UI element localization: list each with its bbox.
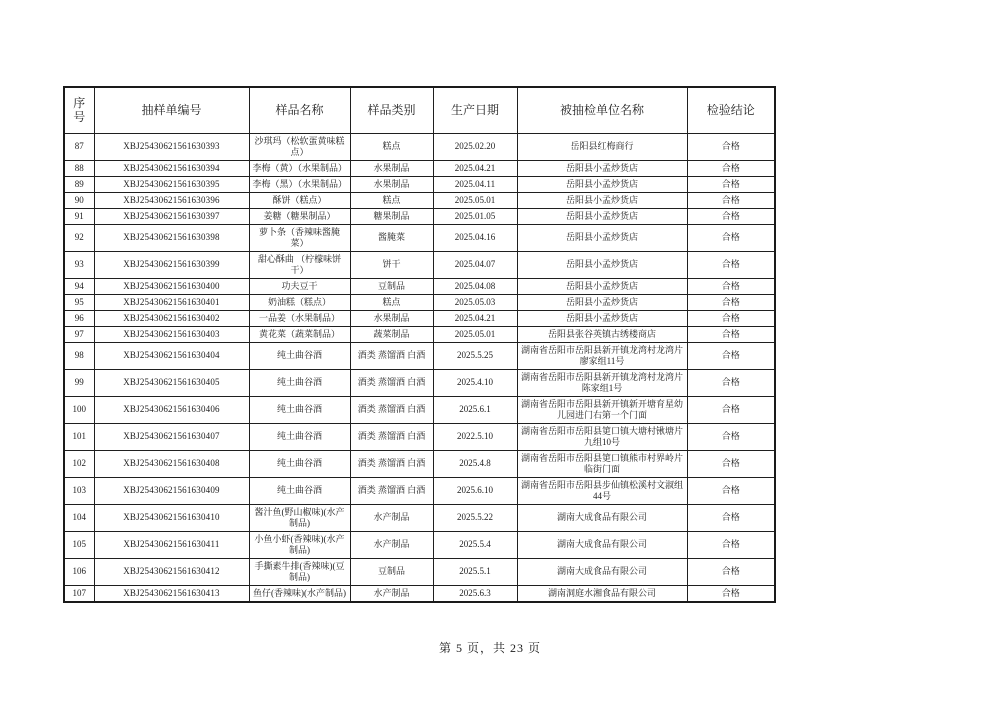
- cell-serial-number: 97: [64, 326, 94, 342]
- cell-sample-category: 水产制品: [350, 585, 433, 602]
- cell-sample-category: 蔬菜制品: [350, 326, 433, 342]
- cell-sample-name: 姜糖（糖果制品）: [249, 208, 350, 224]
- cell-sample-code: XBJ25430621561630409: [94, 477, 249, 504]
- cell-sample-name: 鱼仔(香辣味)(水产制品): [249, 585, 350, 602]
- cell-production-date: 2025.5.4: [433, 531, 517, 558]
- cell-sample-name: 小鱼小虾(香辣味)(水产制品): [249, 531, 350, 558]
- column-header-sample-code: 抽样单编号: [94, 87, 249, 133]
- cell-inspected-unit: 岳阳县小孟炒货店: [517, 208, 687, 224]
- table-row: [64, 558, 775, 585]
- cell-sample-code: XBJ25430621561630399: [94, 251, 249, 278]
- cell-sample-category: 酒类 蒸馏酒 白酒: [350, 342, 433, 369]
- cell-inspected-unit: 湖南省岳阳市岳阳县新开镇龙湾村龙湾片廖家组11号: [517, 342, 687, 369]
- table-row: [64, 342, 775, 369]
- table-row: [64, 208, 775, 224]
- cell-inspection-result: 合格: [687, 477, 775, 504]
- cell-inspection-result: 合格: [687, 585, 775, 602]
- table-row: [64, 504, 775, 531]
- cell-sample-category: 糖果制品: [350, 208, 433, 224]
- cell-serial-number: 103: [64, 477, 94, 504]
- cell-serial-number: 88: [64, 160, 94, 176]
- cell-inspected-unit: 湖南大成食品有限公司: [517, 504, 687, 531]
- table-row: [64, 278, 775, 294]
- cell-serial-number: 98: [64, 342, 94, 369]
- cell-inspected-unit: 岳阳县小孟炒货店: [517, 278, 687, 294]
- column-header-inspected-unit: 被抽检单位名称: [517, 87, 687, 133]
- cell-sample-code: XBJ25430621561630411: [94, 531, 249, 558]
- cell-production-date: 2025.04.21: [433, 310, 517, 326]
- cell-production-date: 2025.02.20: [433, 133, 517, 160]
- table-row: [64, 369, 775, 396]
- cell-inspection-result: 合格: [687, 504, 775, 531]
- cell-sample-category: 酒类 蒸馏酒 白酒: [350, 423, 433, 450]
- cell-sample-code: XBJ25430621561630398: [94, 224, 249, 251]
- cell-sample-code: XBJ25430621561630404: [94, 342, 249, 369]
- cell-sample-code: XBJ25430621561630401: [94, 294, 249, 310]
- cell-serial-number: 91: [64, 208, 94, 224]
- column-header-result: 检验结论: [687, 87, 775, 133]
- cell-inspection-result: 合格: [687, 423, 775, 450]
- cell-serial-number: 96: [64, 310, 94, 326]
- cell-sample-code: XBJ25430621561630402: [94, 310, 249, 326]
- table-row: [64, 477, 775, 504]
- cell-sample-category: 水果制品: [350, 160, 433, 176]
- cell-sample-code: XBJ25430621561630405: [94, 369, 249, 396]
- cell-production-date: 2025.05.01: [433, 326, 517, 342]
- cell-serial-number: 107: [64, 585, 94, 602]
- cell-production-date: 2025.6.10: [433, 477, 517, 504]
- cell-production-date: 2025.04.16: [433, 224, 517, 251]
- cell-inspected-unit: 湖南洞庭水湘食品有限公司: [517, 585, 687, 602]
- cell-sample-name: 萝卜条（香辣味酱腌菜）: [249, 224, 350, 251]
- cell-sample-code: XBJ25430621561630407: [94, 423, 249, 450]
- cell-inspection-result: 合格: [687, 192, 775, 208]
- cell-serial-number: 106: [64, 558, 94, 585]
- cell-inspected-unit: 湖南省岳阳市岳阳县筻口镇大塘村锹塘片九组10号: [517, 423, 687, 450]
- cell-sample-category: 酒类 蒸馏酒 白酒: [350, 450, 433, 477]
- table-row: [64, 192, 775, 208]
- cell-inspected-unit: 湖南省岳阳市岳阳县步仙镇松溪村文淑组44号: [517, 477, 687, 504]
- cell-inspected-unit: 湖南大成食品有限公司: [517, 558, 687, 585]
- table-row: [64, 294, 775, 310]
- cell-inspection-result: 合格: [687, 224, 775, 251]
- column-header-production-date: 生产日期: [433, 87, 517, 133]
- table-row: [64, 396, 775, 423]
- cell-sample-category: 酒类 蒸馏酒 白酒: [350, 477, 433, 504]
- cell-sample-code: XBJ25430621561630408: [94, 450, 249, 477]
- cell-sample-category: 水产制品: [350, 531, 433, 558]
- cell-inspection-result: 合格: [687, 396, 775, 423]
- cell-sample-category: 酱腌菜: [350, 224, 433, 251]
- cell-sample-name: 手撕素牛排(香辣味)(豆制品): [249, 558, 350, 585]
- cell-sample-name: 一品姜（水果制品）: [249, 310, 350, 326]
- table-row: [64, 176, 775, 192]
- cell-sample-category: 糕点: [350, 192, 433, 208]
- cell-serial-number: 93: [64, 251, 94, 278]
- table-row: [64, 531, 775, 558]
- cell-production-date: 2025.04.08: [433, 278, 517, 294]
- cell-inspected-unit: 岳阳县红梅商行: [517, 133, 687, 160]
- cell-sample-category: 水果制品: [350, 310, 433, 326]
- cell-inspection-result: 合格: [687, 294, 775, 310]
- cell-sample-category: 豆制品: [350, 558, 433, 585]
- cell-inspection-result: 合格: [687, 208, 775, 224]
- cell-inspection-result: 合格: [687, 251, 775, 278]
- cell-sample-code: XBJ25430621561630412: [94, 558, 249, 585]
- cell-production-date: 2025.5.1: [433, 558, 517, 585]
- cell-sample-code: XBJ25430621561630396: [94, 192, 249, 208]
- cell-inspected-unit: 湖南省岳阳市岳阳县新开镇龙湾村龙湾片陈家组1号: [517, 369, 687, 396]
- cell-inspected-unit: 岳阳县小孟炒货店: [517, 251, 687, 278]
- cell-sample-code: XBJ25430621561630400: [94, 278, 249, 294]
- cell-serial-number: 102: [64, 450, 94, 477]
- cell-sample-name: 纯土曲谷酒: [249, 396, 350, 423]
- cell-sample-category: 酒类 蒸馏酒 白酒: [350, 369, 433, 396]
- cell-sample-code: XBJ25430621561630406: [94, 396, 249, 423]
- cell-inspection-result: 合格: [687, 176, 775, 192]
- cell-sample-code: XBJ25430621561630393: [94, 133, 249, 160]
- cell-inspected-unit: 岳阳县小孟炒货店: [517, 224, 687, 251]
- cell-sample-name: 李梅（黑）（水果制品）: [249, 176, 350, 192]
- cell-sample-name: 黄花菜（蔬菜制品）: [249, 326, 350, 342]
- table-row: [64, 251, 775, 278]
- cell-inspected-unit: 湖南大成食品有限公司: [517, 531, 687, 558]
- cell-sample-name: 沙琪玛（松软蛋黄味糕点）: [249, 133, 350, 160]
- cell-serial-number: 87: [64, 133, 94, 160]
- cell-production-date: 2025.04.11: [433, 176, 517, 192]
- cell-sample-code: XBJ25430621561630394: [94, 160, 249, 176]
- cell-sample-category: 饼干: [350, 251, 433, 278]
- cell-sample-code: XBJ25430621561630395: [94, 176, 249, 192]
- cell-production-date: 2025.4.8: [433, 450, 517, 477]
- cell-production-date: 2025.5.22: [433, 504, 517, 531]
- column-header-serial-number: 序号: [64, 87, 94, 133]
- header-row: [64, 87, 775, 133]
- cell-sample-category: 酒类 蒸馏酒 白酒: [350, 396, 433, 423]
- cell-sample-category: 糕点: [350, 294, 433, 310]
- cell-serial-number: 95: [64, 294, 94, 310]
- cell-production-date: 2025.5.25: [433, 342, 517, 369]
- cell-production-date: 2025.6.1: [433, 396, 517, 423]
- cell-inspection-result: 合格: [687, 278, 775, 294]
- cell-sample-name: 酱汁鱼(野山椒味)(水产制品): [249, 504, 350, 531]
- table-row: [64, 423, 775, 450]
- cell-production-date: 2025.6.3: [433, 585, 517, 602]
- cell-serial-number: 90: [64, 192, 94, 208]
- cell-sample-category: 水果制品: [350, 176, 433, 192]
- cell-sample-name: 李梅（黄）（水果制品）: [249, 160, 350, 176]
- cell-serial-number: 92: [64, 224, 94, 251]
- table-row: [64, 450, 775, 477]
- cell-production-date: 2022.5.10: [433, 423, 517, 450]
- cell-serial-number: 94: [64, 278, 94, 294]
- inspection-results-table: [63, 86, 776, 603]
- cell-inspection-result: 合格: [687, 342, 775, 369]
- table-row: [64, 224, 775, 251]
- cell-inspection-result: 合格: [687, 450, 775, 477]
- cell-sample-name: 酥饼（糕点）: [249, 192, 350, 208]
- cell-sample-name: 纯土曲谷酒: [249, 477, 350, 504]
- cell-production-date: 2025.4.10: [433, 369, 517, 396]
- cell-production-date: 2025.01.05: [433, 208, 517, 224]
- page-number-footer: 第 5 页，共 23 页: [438, 641, 541, 655]
- cell-serial-number: 101: [64, 423, 94, 450]
- cell-inspected-unit: 岳阳县小孟炒货店: [517, 176, 687, 192]
- cell-inspected-unit: 岳阳县小孟炒货店: [517, 192, 687, 208]
- cell-sample-name: 纯土曲谷酒: [249, 450, 350, 477]
- cell-inspection-result: 合格: [687, 160, 775, 176]
- cell-serial-number: 100: [64, 396, 94, 423]
- cell-inspected-unit: 岳阳县小孟炒货店: [517, 294, 687, 310]
- column-header-sample-category: 样品类别: [350, 87, 433, 133]
- cell-sample-name: 功夫豆干: [249, 278, 350, 294]
- cell-sample-name: 纯土曲谷酒: [249, 423, 350, 450]
- cell-sample-category: 糕点: [350, 133, 433, 160]
- cell-sample-name: 纯土曲谷酒: [249, 342, 350, 369]
- cell-production-date: 2025.05.03: [433, 294, 517, 310]
- cell-inspected-unit: 岳阳县小孟炒货店: [517, 310, 687, 326]
- cell-serial-number: 104: [64, 504, 94, 531]
- cell-production-date: 2025.04.07: [433, 251, 517, 278]
- cell-production-date: 2025.05.01: [433, 192, 517, 208]
- cell-production-date: 2025.04.21: [433, 160, 517, 176]
- cell-inspected-unit: 湖南省岳阳市岳阳县新开镇新开塘育星幼儿园进门右第一个门面: [517, 396, 687, 423]
- cell-serial-number: 105: [64, 531, 94, 558]
- cell-sample-name: 纯土曲谷酒: [249, 369, 350, 396]
- cell-sample-code: XBJ25430621561630397: [94, 208, 249, 224]
- column-header-sample-name: 样品名称: [249, 87, 350, 133]
- cell-inspection-result: 合格: [687, 558, 775, 585]
- cell-sample-name: 奶油糕（糕点）: [249, 294, 350, 310]
- cell-serial-number: 89: [64, 176, 94, 192]
- cell-sample-code: XBJ25430621561630413: [94, 585, 249, 602]
- cell-inspected-unit: 湖南省岳阳市岳阳县筻口镇熊市村界岭片临街门面: [517, 450, 687, 477]
- cell-inspection-result: 合格: [687, 326, 775, 342]
- cell-inspection-result: 合格: [687, 369, 775, 396]
- table-row: [64, 310, 775, 326]
- table-row: [64, 133, 775, 160]
- cell-inspection-result: 合格: [687, 531, 775, 558]
- cell-sample-code: XBJ25430621561630403: [94, 326, 249, 342]
- cell-sample-name: 甜心酥曲 （柠檬味饼干）: [249, 251, 350, 278]
- cell-sample-category: 水产制品: [350, 504, 433, 531]
- cell-serial-number: 99: [64, 369, 94, 396]
- table-row: [64, 326, 775, 342]
- cell-inspected-unit: 岳阳县小孟炒货店: [517, 160, 687, 176]
- table-row: [64, 585, 775, 602]
- cell-sample-code: XBJ25430621561630410: [94, 504, 249, 531]
- cell-inspection-result: 合格: [687, 133, 775, 160]
- cell-inspection-result: 合格: [687, 310, 775, 326]
- cell-inspected-unit: 岳阳县张谷英镇古绣楼商店: [517, 326, 687, 342]
- cell-sample-category: 豆制品: [350, 278, 433, 294]
- table-row: [64, 160, 775, 176]
